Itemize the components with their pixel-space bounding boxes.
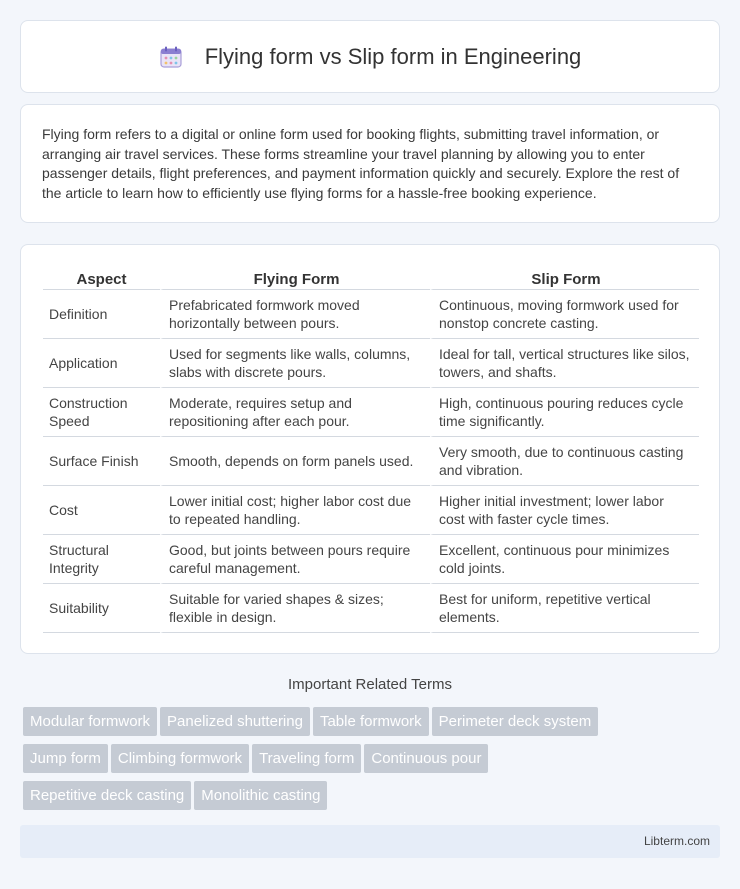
cell-flying-form: Lower initial cost; higher labor cost due to repeated handling.: [160, 486, 430, 535]
table-row: [43, 437, 699, 486]
cell-flying-form: Used for segments like walls, columns, slabs with discrete pours.: [160, 339, 430, 388]
comparison-table: [43, 263, 699, 633]
cell-aspect: Application: [43, 339, 160, 388]
related-term-tag[interactable]: Continuous pour: [364, 744, 488, 773]
cell-slip-form: High, continuous pouring reduces cycle time significantly.: [430, 388, 699, 437]
table-row: [43, 339, 699, 388]
cell-slip-form: Excellent, continuous pour minimizes cold joints.: [430, 535, 699, 584]
related-term-tag[interactable]: Monolithic casting: [194, 781, 327, 810]
table-row: [43, 290, 699, 339]
footer-site-link[interactable]: Libterm.com: [643, 834, 710, 848]
cell-aspect: Surface Finish: [43, 437, 160, 486]
related-term-tag[interactable]: Repetitive deck casting: [23, 781, 191, 810]
related-term-tag[interactable]: Table formwork: [313, 707, 429, 736]
table-row: [43, 535, 699, 584]
cell-aspect: Suitability: [43, 584, 160, 633]
table-header-row: [43, 263, 699, 290]
cell-aspect: Definition: [43, 290, 160, 339]
table-row: [43, 584, 699, 633]
header-slip-form: Slip Form: [430, 263, 699, 290]
cell-flying-form: Smooth, depends on form panels used.: [160, 437, 430, 486]
intro-text: Flying form refers to a digital or online form used for booking flights, submitting travel information, or arranging air travel services. These forms streamline your travel planning by allowing you to enter passenger details, flight preferences, and payment information quickly and securely. Explore the rest of the article to learn how to efficiently use flying forms for a hassle-free booking experience.: [42, 126, 680, 201]
related-term-tag[interactable]: Jump form: [23, 744, 108, 773]
related-term-tag[interactable]: Perimeter deck system: [432, 707, 599, 736]
cell-flying-form: Prefabricated formwork moved horizontally between pours.: [160, 290, 430, 339]
table-row: [43, 388, 699, 437]
related-term-tag[interactable]: Climbing formwork: [111, 744, 249, 773]
comparison-card: [20, 244, 720, 654]
cell-aspect: Construction Speed: [43, 388, 160, 437]
cell-flying-form: Moderate, requires setup and repositioning after each pour.: [160, 388, 430, 437]
cell-flying-form: Suitable for varied shapes & sizes; flexible in design.: [160, 584, 430, 633]
cell-slip-form: Higher initial investment; lower labor cost with faster cycle times.: [430, 486, 699, 535]
cell-aspect: Structural Integrity: [43, 535, 160, 584]
header-aspect: Aspect: [43, 263, 160, 290]
cell-slip-form: Ideal for tall, vertical structures like silos, towers, and shafts.: [430, 339, 699, 388]
cell-slip-form: Very smooth, due to continuous casting and vibration.: [430, 437, 699, 486]
related-terms-title: Important Related Terms: [288, 676, 452, 693]
intro-card: [20, 104, 720, 223]
cell-aspect: Cost: [43, 486, 160, 535]
related-term-tag[interactable]: Modular formwork: [23, 707, 157, 736]
page-title: Flying form vs Slip form in Engineering: [204, 43, 582, 69]
related-term-tag[interactable]: Panelized shuttering: [160, 707, 310, 736]
cell-slip-form: Continuous, moving formwork used for nonstop concrete casting.: [430, 290, 699, 339]
table-row: [43, 486, 699, 535]
related-terms-list: [23, 707, 723, 818]
cell-slip-form: Best for uniform, repetitive vertical elements.: [430, 584, 699, 633]
related-term-tag[interactable]: Traveling form: [252, 744, 361, 773]
cell-flying-form: Good, but joints between pours require careful management.: [160, 535, 430, 584]
title-card: [20, 20, 720, 93]
calendar-icon: [159, 45, 183, 69]
header-flying-form: Flying Form: [160, 263, 430, 290]
footer: [20, 825, 720, 858]
